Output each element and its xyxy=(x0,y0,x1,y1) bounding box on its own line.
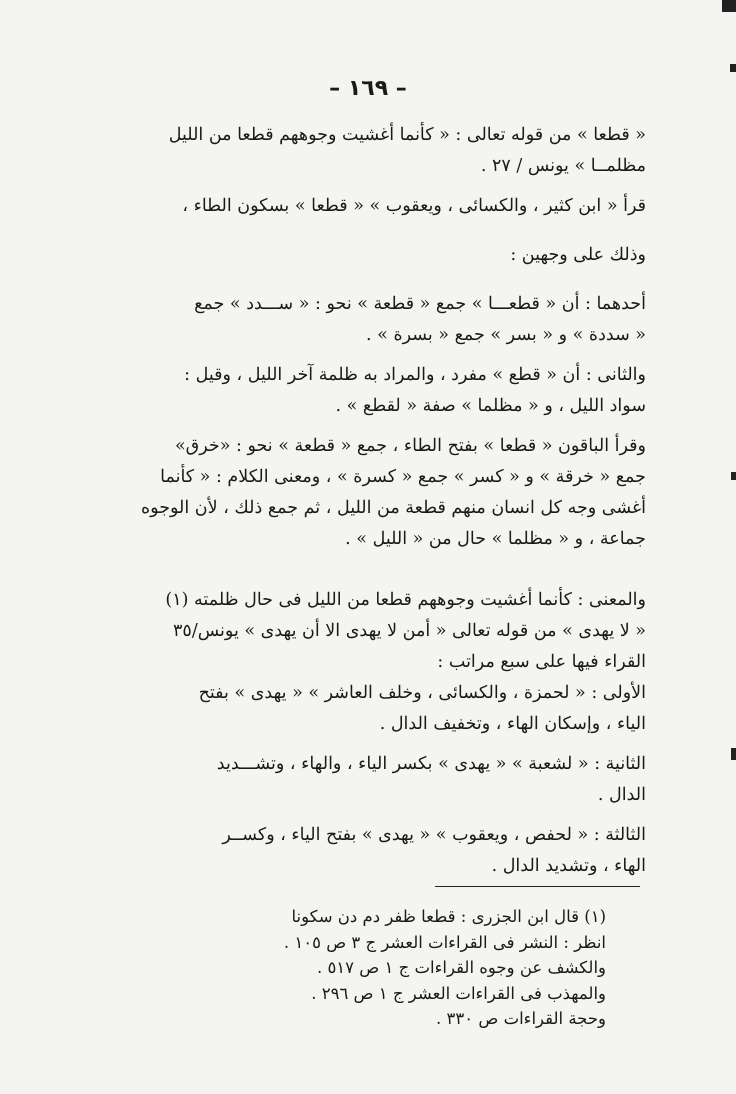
body-line: جمع « خرقة » و « كسر » جمع « كسرة » ، ومعنى الكلام : « كأنما xyxy=(160,467,646,487)
body-line: الأولى : « لحمزة ، والكسائى ، وخلف العاشر » « يهدى » بفتح xyxy=(198,683,646,703)
scan-mark xyxy=(731,472,736,480)
body-line: الياء ، وإسكان الهاء ، وتخفيف الدال . xyxy=(379,714,646,734)
body-line: الدال . xyxy=(597,785,646,805)
body-line: أحدهما : أن « قطعـــا » جمع « قطعة » نحو : « ســـدد » جمع xyxy=(194,294,646,314)
page-number: – ١٦٩ – xyxy=(329,76,407,101)
footnote-separator xyxy=(435,886,640,887)
body-line: أغشى وجه كل انسان منهم قطعة من الليل ، ثم جمع ذلك ، لأن الوجوه xyxy=(140,498,646,518)
body-line: جماعة ، و « مظلما » حال من « الليل » . xyxy=(345,529,646,549)
body-line: « لا يهدى » من قوله تعالى « أمن لا يهدى الا أن يهدى » يونس/٣٥ xyxy=(173,621,646,641)
footnote-line: والكشف عن وجوه القراءات ج ١ ص ٥١٧ . xyxy=(316,958,606,977)
body-line: الثانية : « لشعبة » « يهدى » بكسر الياء ، والهاء ، وتشـــديد xyxy=(216,754,646,774)
body-line: الثالثة : « لحفص ، ويعقوب » « يهدى » بفتح الياء ، وكســر xyxy=(222,825,646,845)
body-line: وذلك على وجهين : xyxy=(510,245,646,265)
body-line: سواد الليل ، و « مظلما » صفة « لقطع » . xyxy=(335,396,646,416)
scan-mark xyxy=(722,0,736,12)
body-line: قرأ « ابن كثير ، والكسائى ، ويعقوب » « قطعا » بسكون الطاء ، xyxy=(182,196,646,216)
body-line: وقرأ الباقون « قطعا » بفتح الطاء ، جمع « قطعة » نحو : «خرق» xyxy=(174,436,646,456)
body-line: القراء فيها على سبع مراتب : xyxy=(437,652,646,672)
body-line: الهاء ، وتشديد الدال . xyxy=(491,856,646,876)
footnote-line: انظر : النشر فى القراءات العشر ج ٣ ص ١٠٥ . xyxy=(283,932,606,952)
footnote-line: وحجة القراءات ص ٣٣٠ . xyxy=(436,1009,606,1028)
footnotes xyxy=(136,904,606,1032)
body-line: والثانى : أن « قطع » مفرد ، والمراد به ظلمة آخر الليل ، وقيل : xyxy=(184,365,646,385)
body-text xyxy=(86,120,646,882)
body-line: مظلمــا » يونس / ٢٧ . xyxy=(480,156,646,176)
scan-mark xyxy=(731,748,736,760)
footnote-line: (١) قال ابن الجزرى : قطعا ظفر دم دن سكونا xyxy=(291,907,606,926)
body-line: « سددة » و « بسر » جمع « بسرة » . xyxy=(366,325,646,345)
body-line: « قطعا » من قوله تعالى : « كأنما أغشيت وجوههم قطعا من الليل xyxy=(168,125,646,145)
footnote-line: والمهذب فى القراءات العشر ج ١ ص ٢٩٦ . xyxy=(311,983,606,1003)
body-line: والمعنى : كأنما أغشيت وجوههم قطعا من الليل فى حال ظلمته (١) xyxy=(165,590,646,610)
scan-mark xyxy=(730,64,736,72)
